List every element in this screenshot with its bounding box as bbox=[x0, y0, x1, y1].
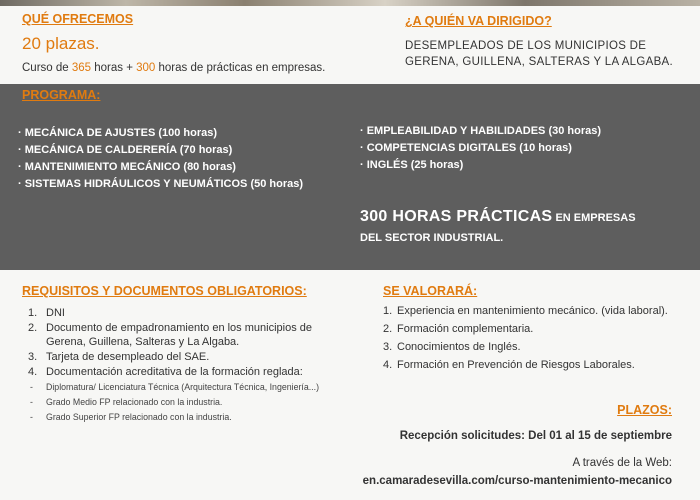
sub-list-item bbox=[22, 411, 352, 423]
plazas-text: 20 plazas. bbox=[22, 34, 100, 53]
que-ofrecemos-block bbox=[22, 12, 325, 74]
practicas-small: EN EMPRESAS bbox=[552, 212, 636, 224]
web-url-link[interactable]: en.camaradesevilla.com/curso-mantenimiento-mecanico bbox=[362, 475, 672, 487]
item-text: Formación en Prevención de Riesgos Laborales. bbox=[397, 359, 635, 371]
item-number: 4. bbox=[383, 359, 393, 371]
programa-section bbox=[0, 84, 700, 270]
list-item bbox=[383, 358, 683, 373]
programa-item: · MANTENIMIENTO MECÁNICO (80 horas) bbox=[18, 161, 236, 173]
requisitos-heading: REQUISITOS Y DOCUMENTOS OBLIGATORIOS: bbox=[22, 284, 307, 298]
programa-list-left bbox=[18, 125, 303, 193]
a-quien-heading: ¿A QUIÉN VA DIRIGIDO? bbox=[405, 14, 552, 28]
curso-line bbox=[22, 62, 325, 74]
programa-list-right bbox=[360, 123, 601, 174]
practicas-big: 300 HORAS PRÁCTICAS bbox=[360, 208, 553, 225]
list-item bbox=[22, 350, 352, 364]
se-valorara-list bbox=[383, 304, 683, 373]
top-section bbox=[0, 6, 700, 84]
list-item bbox=[383, 322, 683, 337]
list-item bbox=[383, 340, 683, 355]
sub-list-item bbox=[22, 381, 352, 393]
sub-item-dash: - bbox=[30, 397, 33, 407]
que-ofrecemos-heading: QUÉ OFRECEMOS bbox=[22, 12, 134, 26]
item-text: Documento de empadronamiento en los municipios de Gerena, Guillena, Salteras y La Algaba. bbox=[46, 322, 312, 348]
item-number: 1. bbox=[383, 305, 393, 317]
recepcion-text: Recepción solicitudes: Del 01 al 15 de septiembre bbox=[399, 430, 672, 442]
sub-item-text: Diplomatura/ Licenciatura Técnica (Arquitectura Técnica, Ingeniería...) bbox=[46, 382, 319, 392]
formacion-sublist bbox=[22, 381, 352, 423]
programa-item: · EMPLEABILIDAD Y HABILIDADES (30 horas) bbox=[360, 125, 602, 137]
curso-hours-practice: 300 bbox=[136, 62, 156, 74]
item-number: 2. bbox=[28, 322, 38, 334]
sub-item-text: Grado Medio FP relacionado con la industria. bbox=[46, 397, 223, 407]
list-item bbox=[383, 304, 683, 319]
list-item bbox=[22, 365, 352, 379]
curso-middle: horas + bbox=[91, 62, 137, 74]
item-number: 4. bbox=[28, 366, 38, 378]
list-item bbox=[22, 321, 352, 349]
curso-prefix: Curso de bbox=[22, 62, 72, 74]
programa-item: · SISTEMAS HIDRÁULICOS Y NEUMÁTICOS (50 horas) bbox=[18, 178, 304, 190]
programa-item: · MECÁNICA DE CALDERERÍA (70 horas) bbox=[18, 144, 233, 156]
programa-item: · INGLÉS (25 horas) bbox=[360, 159, 464, 171]
item-number: 3. bbox=[28, 351, 38, 363]
requisitos-list bbox=[22, 306, 352, 379]
se-valorara-heading: SE VALORARÁ: bbox=[383, 284, 478, 298]
requisitos-block bbox=[22, 282, 352, 426]
curso-suffix: horas de prácticas en empresas. bbox=[155, 62, 326, 74]
programa-item: · MECÁNICA DE AJUSTES (100 horas) bbox=[18, 127, 218, 139]
web-label: A través de la Web: bbox=[572, 457, 672, 469]
item-number: 3. bbox=[383, 341, 393, 353]
programa-item: · COMPETENCIAS DIGITALES (10 horas) bbox=[360, 142, 572, 154]
bottom-section bbox=[0, 270, 700, 500]
curso-hours-course: 365 bbox=[71, 62, 92, 74]
practicas-block bbox=[360, 208, 680, 244]
item-text: Conocimientos de Inglés. bbox=[397, 341, 521, 353]
practicas-line2: DEL SECTOR INDUSTRIAL. bbox=[360, 232, 504, 244]
plazos-heading: PLAZOS: bbox=[617, 403, 672, 417]
programa-heading: PROGRAMA: bbox=[22, 88, 101, 102]
list-item bbox=[22, 306, 352, 320]
item-number: 2. bbox=[383, 323, 393, 335]
item-text: Formación complementaria. bbox=[397, 323, 534, 335]
item-number: 1. bbox=[28, 307, 38, 319]
item-text: Documentación acreditativa de la formación reglada: bbox=[46, 366, 303, 378]
a-quien-block bbox=[405, 12, 685, 70]
sub-item-dash: - bbox=[30, 382, 33, 392]
sub-list-item bbox=[22, 396, 352, 408]
sub-item-dash: - bbox=[30, 412, 33, 422]
sub-item-text: Grado Superior FP relacionado con la industria. bbox=[46, 412, 232, 422]
se-valorara-block bbox=[383, 282, 683, 376]
item-text: Tarjeta de desempleado del SAE. bbox=[46, 351, 210, 363]
item-text: DNI bbox=[46, 307, 65, 319]
item-text: Experiencia en mantenimiento mecánico. (vida laboral). bbox=[397, 305, 668, 317]
a-quien-text: DESEMPLEADOS DE LOS MUNICIPIOS DE GERENA, GUILLENA, SALTERAS Y LA ALGABA. bbox=[405, 40, 674, 68]
